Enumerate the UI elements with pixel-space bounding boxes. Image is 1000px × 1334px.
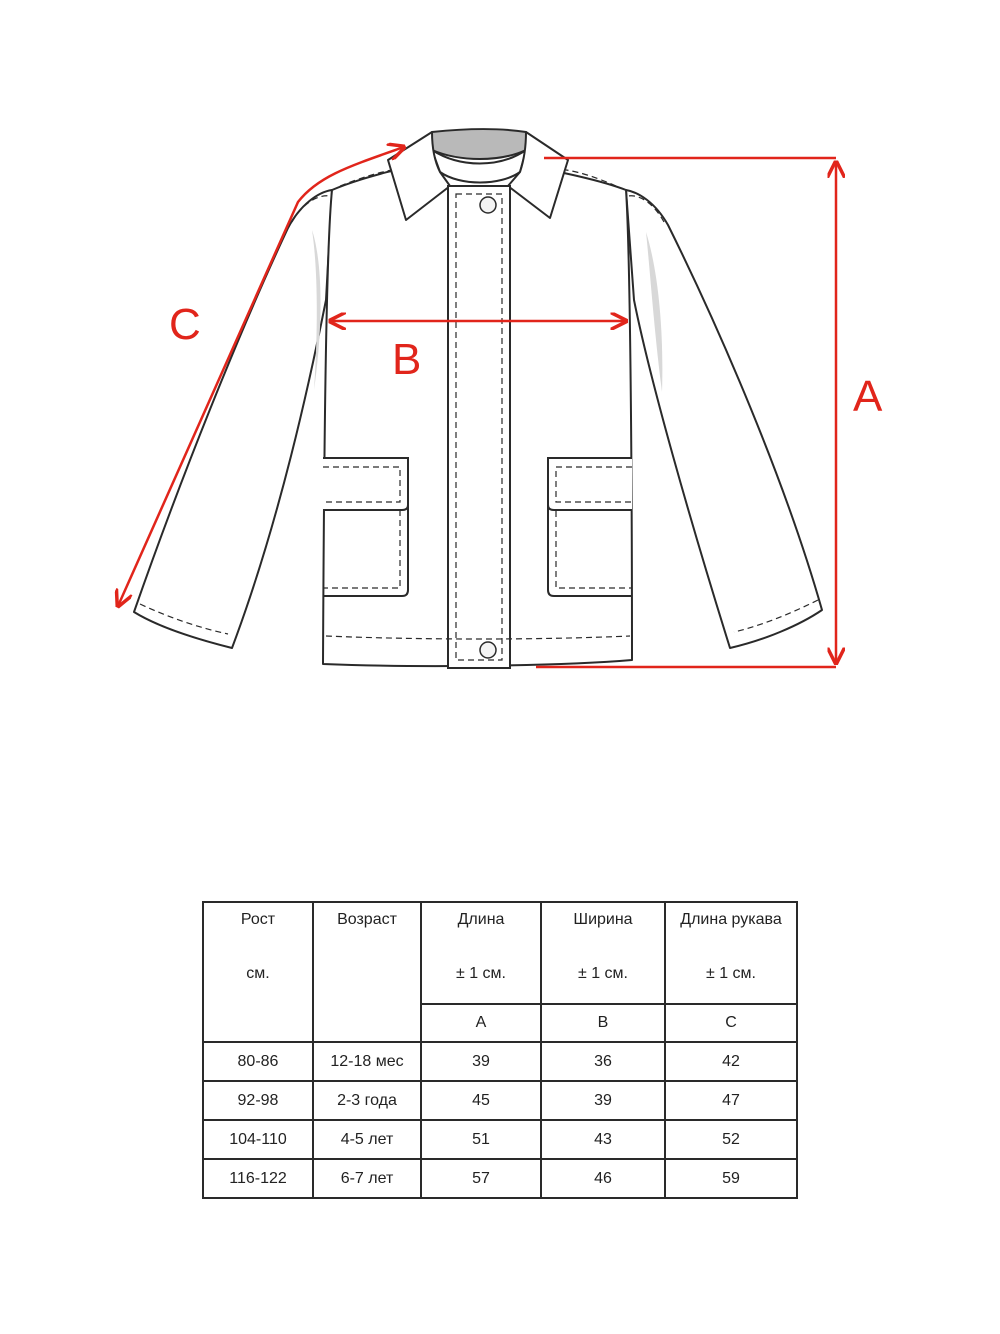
cell-height: 104-110: [203, 1120, 313, 1159]
table-row: [203, 1081, 797, 1120]
cell-width: 39: [541, 1081, 665, 1120]
cell-height: 80-86: [203, 1042, 313, 1081]
subheader-c: C: [665, 1004, 797, 1042]
cell-sleeve: 52: [665, 1120, 797, 1159]
table-row: [203, 1120, 797, 1159]
collar-back: [432, 129, 526, 159]
cell-width: 36: [541, 1042, 665, 1081]
cell-height: 116-122: [203, 1159, 313, 1198]
right-sleeve: [626, 190, 822, 648]
cell-width: 46: [541, 1159, 665, 1198]
cell-height: 92-98: [203, 1081, 313, 1120]
cell-length: 45: [421, 1081, 541, 1120]
label-c: C: [169, 300, 201, 349]
cell-sleeve: 47: [665, 1081, 797, 1120]
label-b: B: [392, 335, 422, 384]
front-placket: [448, 186, 510, 668]
size-table: [202, 901, 798, 1199]
cell-sleeve: 59: [665, 1159, 797, 1198]
button-bottom: [480, 642, 496, 658]
cell-sleeve: 42: [665, 1042, 797, 1081]
header-sleeve: Длина рукава ± 1 см.: [665, 902, 797, 1004]
cell-age: 12-18 мес: [313, 1042, 421, 1081]
cell-length: 51: [421, 1120, 541, 1159]
table-header-row: [203, 902, 797, 1004]
header-age: Возраст: [313, 902, 421, 1042]
header-height: Рост см.: [203, 902, 313, 1042]
header-width: Ширина ± 1 см.: [541, 902, 665, 1004]
label-a: A: [853, 372, 883, 421]
header-length: Длина ± 1 см.: [421, 902, 541, 1004]
cell-length: 39: [421, 1042, 541, 1081]
cell-width: 43: [541, 1120, 665, 1159]
button-top: [480, 197, 496, 213]
subheader-a: A: [421, 1004, 541, 1042]
left-sleeve: [134, 190, 332, 648]
subheader-b: B: [541, 1004, 665, 1042]
cell-age: 4-5 лет: [313, 1120, 421, 1159]
cell-age: 2-3 года: [313, 1081, 421, 1120]
table-row: [203, 1159, 797, 1198]
cell-age: 6-7 лет: [313, 1159, 421, 1198]
cell-length: 57: [421, 1159, 541, 1198]
table-row: [203, 1042, 797, 1081]
